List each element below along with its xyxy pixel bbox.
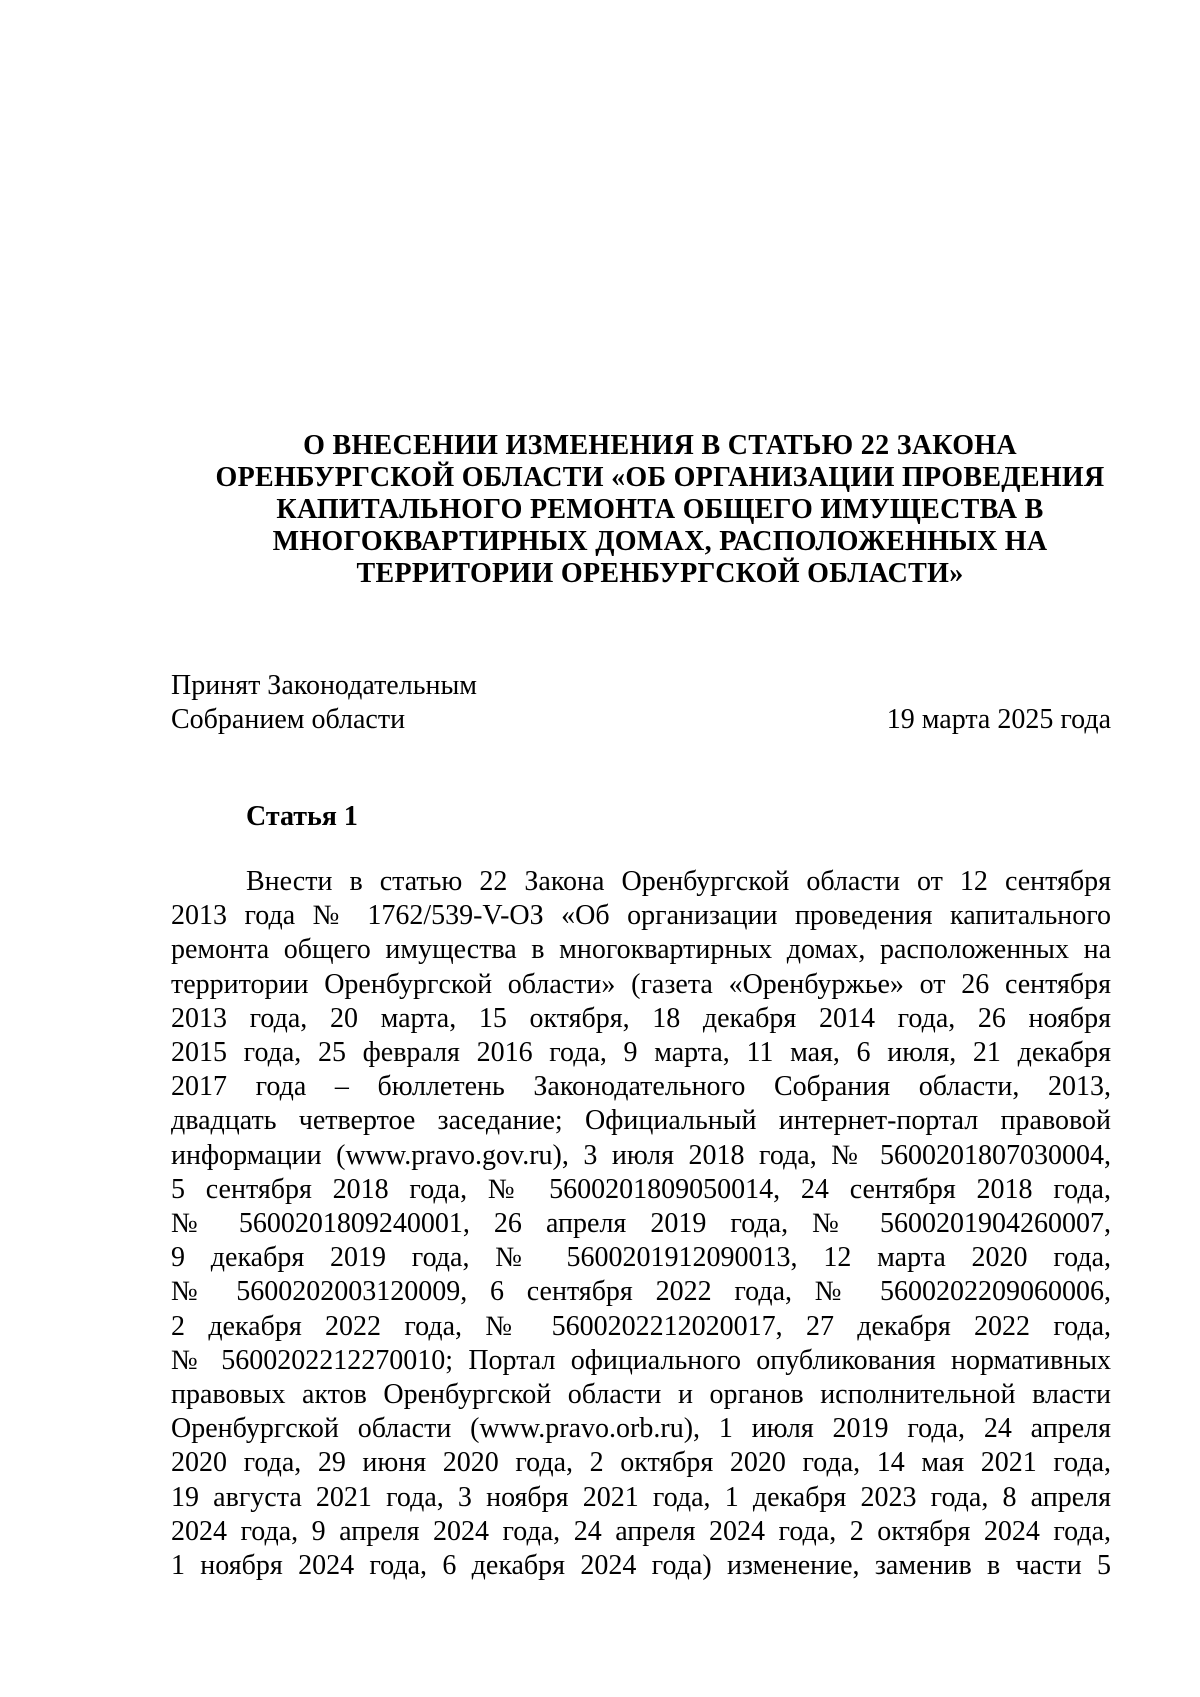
article-line: 2020 года, 29 июня 2020 года, 2 октября 2020 года, 14 мая 2021 года, [171,1447,1111,1479]
article-line: 5 сентября 2018 года, № 5600201809050014, 24 сентября 2018 года, [171,1173,1111,1205]
article-heading: Статья 1 [246,801,358,832]
article-line: 1 ноября 2024 года, 6 декабря 2024 года) изменение, заменив в части 5 [171,1550,1111,1582]
article-line: 19 августа 2021 года, 3 ноября 2021 года, 1 декабря 2023 года, 8 апреля [171,1481,1111,1513]
article-line: Оренбургской области (www.pravo.orb.ru), 1 июля 2019 года, 24 апреля [171,1413,1111,1445]
article-line: двадцать четвертое заседание; Официальный интернет-портал правовой [171,1105,1111,1137]
adoption-info [171,669,1111,737]
title-line: КАПИТАЛЬНОГО РЕМОНТА ОБЩЕГО ИМУЩЕСТВА В [276,494,1044,525]
article-line: № 5600202212270010; Портал официального опубликования нормативных [171,1344,1111,1376]
article-line: 2015 года, 25 февраля 2016 года, 9 марта, 11 мая, 6 июля, 21 декабря [171,1037,1111,1069]
article-line: 2017 года – бюллетень Законодательного Собрания области, 2013, [171,1071,1111,1103]
article-line: ремонта общего имущества в многоквартирных домах, расположенных на [171,934,1111,966]
article-line: 2013 года № 1762/539-V-ОЗ «Об организации проведения капитального [171,900,1111,932]
article-line: информации (www.pravo.gov.ru), 3 июля 2018 года, № 5600201807030004, [171,1139,1111,1171]
article-line: 9 декабря 2019 года, № 5600201912090013, 12 марта 2020 года, [171,1242,1111,1274]
article-line: № 5600202003120009, 6 сентября 2022 года, № 5600202209060006, [171,1276,1111,1308]
article-line: Внести в статью 22 Закона Оренбургской области от 12 сентября [246,866,1111,897]
article-line: 2024 года, 9 апреля 2024 года, 24 апреля 2024 года, 2 октября 2024 года, [171,1515,1111,1547]
title-line: ОРЕНБУРГСКОЙ ОБЛАСТИ «ОБ ОРГАНИЗАЦИИ ПРОВЕДЕНИЯ [215,462,1105,493]
article-body [171,865,1111,1583]
title-line: ТЕРРИТОРИИ ОРЕНБУРГСКОЙ ОБЛАСТИ» [356,558,964,589]
article-line: 2 декабря 2022 года, № 5600202212020017, 27 декабря 2022 года, [171,1310,1111,1342]
article-line: № 5600201809240001, 26 апреля 2019 года, № 5600201904260007, [171,1208,1111,1240]
adoption-line-2: Собранием области [171,704,406,735]
article-line: территории Оренбургской области» (газета «Оренбуржье» от 26 сентября [171,968,1111,1000]
article-line: 2013 года, 20 марта, 15 октября, 18 декабря 2014 года, 26 ноября [171,1002,1111,1034]
adoption-line-1: Принят Законодательным [171,670,477,701]
title-line: О ВНЕСЕНИИ ИЗМЕНЕНИЯ В СТАТЬЮ 22 ЗАКОНА [303,430,1017,461]
document-title [160,430,1160,590]
article-line: правовых актов Оренбургской области и органов исполнительной власти [171,1379,1111,1411]
title-line: МНОГОКВАРТИРНЫХ ДОМАХ, РАСПОЛОЖЕННЫХ НА [272,526,1048,557]
adoption-date: 19 марта 2025 года [886,704,1111,735]
